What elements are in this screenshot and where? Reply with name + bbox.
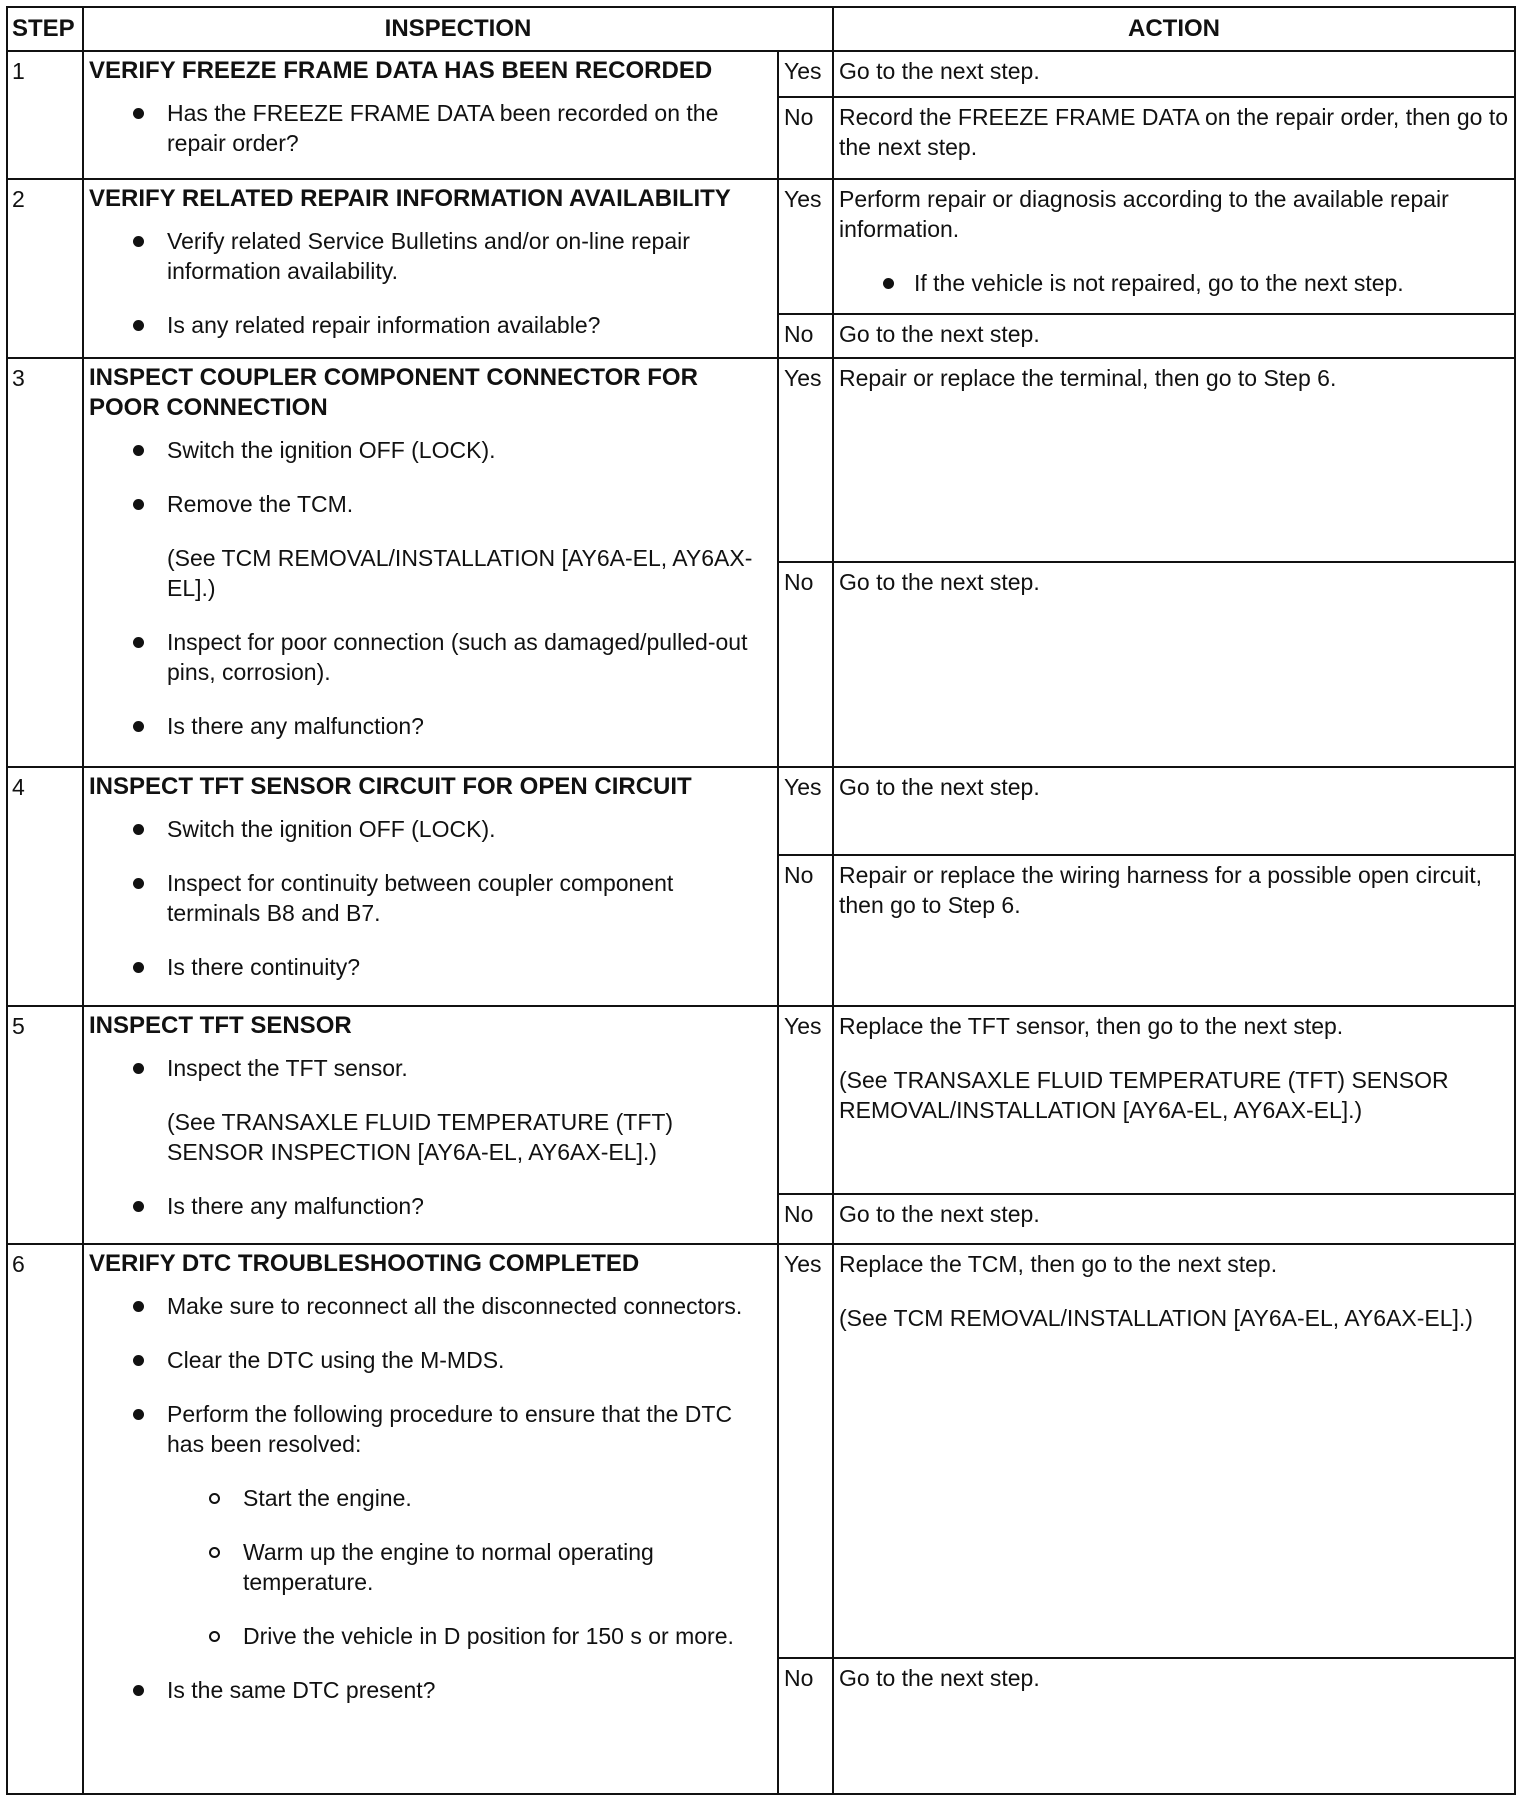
step-1-row-yes	[7, 51, 1515, 97]
yes-reference: (See TRANSAXLE FLUID TEMPERATURE (TFT) SENSOR REMOVAL/INSTALLATION [AY6A-EL, AY6AX-EL].)	[839, 1066, 1449, 1123]
sub-item: Start the engine.	[167, 1483, 772, 1513]
step-number: 6	[7, 1244, 83, 1794]
inspection-item-text: Perform the following procedure to ensure that the DTC has been resolved:	[167, 1401, 733, 1458]
yes-action: Perform repair or diagnosis according to the available repair information.	[839, 186, 1449, 243]
troubleshooting-table	[6, 6, 1516, 1795]
header-row	[7, 7, 1515, 51]
step-number: 3	[7, 358, 83, 767]
inspection-item: Is any related repair information available?	[89, 310, 772, 340]
yes-action-cell	[833, 1244, 1515, 1657]
sub-item: Drive the vehicle in D position for 150 s or more.	[167, 1621, 772, 1651]
step-title: VERIFY FREEZE FRAME DATA HAS BEEN RECORDED	[89, 57, 713, 84]
yes-label: Yes	[778, 179, 833, 313]
step-5-row-yes	[7, 1006, 1515, 1195]
inspection-item: Is there any malfunction?	[89, 1191, 772, 1221]
inspection-cell	[83, 767, 778, 1006]
no-label: No	[778, 314, 833, 358]
inspection-item: Has the FREEZE FRAME DATA been recorded on the repair order?	[89, 98, 772, 158]
yes-label: Yes	[778, 1006, 833, 1195]
inspection-item: Make sure to reconnect all the disconnected connectors.	[89, 1291, 772, 1321]
inspection-cell	[83, 1006, 778, 1245]
inspection-reference: (See TRANSAXLE FLUID TEMPERATURE (TFT) SENSOR INSPECTION [AY6A-EL, AY6AX-EL].)	[167, 1108, 674, 1165]
step-title: INSPECT TFT SENSOR	[89, 1011, 352, 1039]
no-label: No	[778, 1194, 833, 1244]
step-title: VERIFY DTC TROUBLESHOOTING COMPLETED	[89, 1250, 640, 1278]
yes-action: Repair or replace the terminal, then go to Step 6.	[833, 358, 1515, 563]
step-number: 2	[7, 179, 83, 358]
yes-reference: (See TCM REMOVAL/INSTALLATION [AY6A-EL, AY6AX-EL].)	[839, 1305, 1473, 1332]
yes-label: Yes	[778, 767, 833, 855]
inspection-cell	[83, 51, 778, 179]
step-number: 5	[7, 1006, 83, 1245]
inspection-cell	[83, 1244, 778, 1794]
step-number: 4	[7, 767, 83, 1006]
no-action: Go to the next step.	[833, 1658, 1515, 1794]
yes-action-cell	[833, 179, 1515, 313]
step-number: 1	[7, 51, 83, 179]
yes-action: Go to the next step.	[833, 51, 1515, 97]
yes-label: Yes	[778, 51, 833, 97]
no-action: Go to the next step.	[833, 1194, 1515, 1244]
inspection-item: Clear the DTC using the M-MDS.	[89, 1345, 772, 1375]
header-inspection: INSPECTION	[83, 7, 833, 51]
step-title: VERIFY RELATED REPAIR INFORMATION AVAILABILITY	[89, 185, 731, 213]
no-label: No	[778, 562, 833, 767]
step-3-row-yes	[7, 358, 1515, 563]
no-action: Record the FREEZE FRAME DATA on the repair order, then go to the next step.	[833, 97, 1515, 179]
no-label: No	[778, 97, 833, 179]
yes-action-cell	[833, 1006, 1515, 1195]
step-title: INSPECT COUPLER COMPONENT CONNECTOR FOR POOR CONNECTION	[89, 363, 698, 421]
inspection-cell	[83, 358, 778, 767]
inspection-item: Inspect the TFT sensor.	[89, 1053, 772, 1083]
yes-action: Replace the TFT sensor, then go to the next step.	[839, 1012, 1344, 1039]
inspection-item: Switch the ignition OFF (LOCK).	[89, 435, 772, 465]
no-label: No	[778, 855, 833, 1005]
inspection-item: Is there any malfunction?	[89, 711, 772, 741]
inspection-item: Is the same DTC present?	[89, 1675, 772, 1705]
step-4-row-yes	[7, 767, 1515, 855]
yes-action: Replace the TCM, then go to the next step.	[839, 1251, 1278, 1278]
no-action: Repair or replace the wiring harness for a possible open circuit, then go to Step 6.	[833, 855, 1515, 1005]
step-6-row-yes	[7, 1244, 1515, 1657]
inspection-item: Remove the TCM.	[89, 489, 772, 519]
header-step: STEP	[7, 7, 83, 51]
no-action: Go to the next step.	[833, 562, 1515, 767]
no-label: No	[778, 1658, 833, 1794]
step-2-row-yes	[7, 179, 1515, 313]
step-title: INSPECT TFT SENSOR CIRCUIT FOR OPEN CIRCUIT	[89, 773, 692, 801]
yes-label: Yes	[778, 358, 833, 563]
troubleshooting-document	[6, 6, 1514, 1795]
sub-item: Warm up the engine to normal operating temperature.	[167, 1537, 772, 1597]
no-action: Go to the next step.	[833, 314, 1515, 358]
yes-action: Go to the next step.	[833, 767, 1515, 855]
inspection-item: Switch the ignition OFF (LOCK).	[89, 814, 772, 844]
action-item: If the vehicle is not repaired, go to the next step.	[839, 268, 1509, 298]
inspection-item: Inspect for poor connection (such as damaged/pulled-out pins, corrosion).	[89, 627, 772, 687]
inspection-item: Inspect for continuity between coupler component terminals B8 and B7.	[89, 868, 772, 928]
yes-label: Yes	[778, 1244, 833, 1657]
inspection-cell	[83, 179, 778, 358]
inspection-item: Is there continuity?	[89, 952, 772, 982]
inspection-item	[89, 1399, 772, 1651]
header-action: ACTION	[833, 7, 1515, 51]
inspection-item: Verify related Service Bulletins and/or on-line repair information availability.	[89, 226, 772, 286]
inspection-reference: (See TCM REMOVAL/INSTALLATION [AY6A-EL, AY6AX-EL].)	[167, 544, 753, 601]
